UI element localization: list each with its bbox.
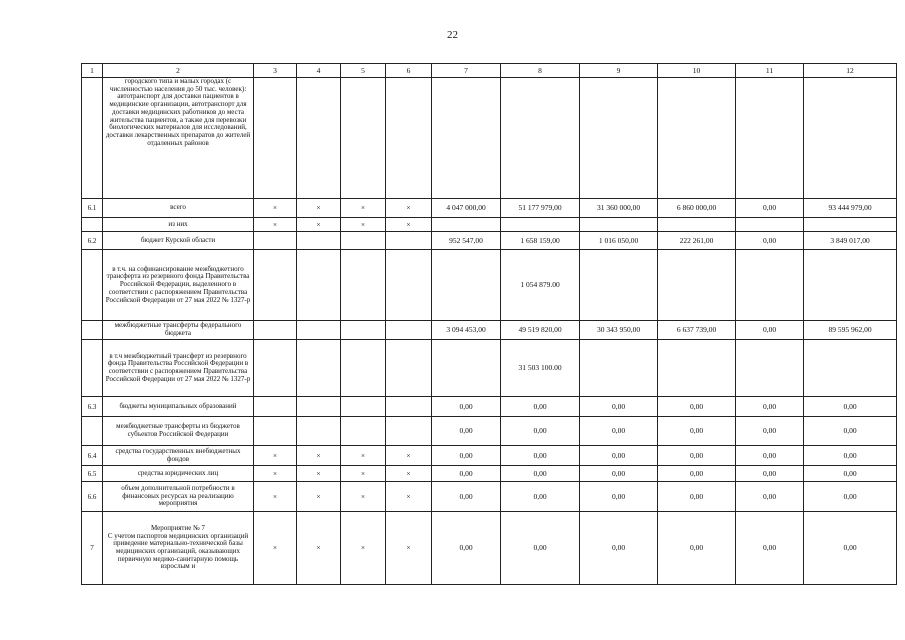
value-cell-c8: 1 054 879.00 <box>501 250 580 321</box>
value-cell-c10: 0,00 <box>658 397 736 417</box>
value-cell-c4: × <box>297 482 341 512</box>
value-cell-c5: × <box>341 446 386 466</box>
value-cell-c8: 51 177 979,00 <box>501 199 580 218</box>
value-cell-c8 <box>501 78 580 199</box>
row-name-cell: средства юридических лиц <box>103 466 254 482</box>
value-cell-c10: 0,00 <box>658 417 736 446</box>
value-cell-c4: × <box>297 199 341 218</box>
value-cell-c7: 0,00 <box>432 417 501 446</box>
table-row <box>82 218 897 232</box>
value-cell-c6: × <box>386 482 432 512</box>
table-row <box>82 250 897 321</box>
value-cell-c8: 0,00 <box>501 417 580 446</box>
value-cell-c6 <box>386 397 432 417</box>
value-cell-c9 <box>580 250 658 321</box>
value-cell-c9: 0,00 <box>580 482 658 512</box>
table-row <box>82 321 897 340</box>
column-header: 1 <box>82 64 103 78</box>
column-header: 5 <box>341 64 386 78</box>
row-number-cell: 6.4 <box>82 446 103 466</box>
value-cell-c11: 0,00 <box>736 482 804 512</box>
row-number-cell <box>82 340 103 397</box>
value-cell-c6 <box>386 232 432 250</box>
value-cell-c12: 89 595 962,00 <box>804 321 897 340</box>
row-number-cell: 6.2 <box>82 232 103 250</box>
value-cell-c12: 0,00 <box>804 512 897 585</box>
row-name-cell: всего <box>103 199 254 218</box>
row-number-cell: 6.6 <box>82 482 103 512</box>
value-cell-c5 <box>341 232 386 250</box>
value-cell-c6: × <box>386 218 432 232</box>
value-cell-c9 <box>580 340 658 397</box>
value-cell-c8: 49 519 820,00 <box>501 321 580 340</box>
value-cell-c7: 952 547,00 <box>432 232 501 250</box>
column-header: 2 <box>103 64 254 78</box>
value-cell-c8: 31 503 100.00 <box>501 340 580 397</box>
value-cell-c3 <box>254 417 297 446</box>
value-cell-c5: × <box>341 512 386 585</box>
value-cell-c4: × <box>297 218 341 232</box>
column-header: 4 <box>297 64 341 78</box>
value-cell-c3: × <box>254 218 297 232</box>
value-cell-c12: 0,00 <box>804 397 897 417</box>
value-cell-c11: 0,00 <box>736 397 804 417</box>
value-cell-c7: 0,00 <box>432 446 501 466</box>
row-name-cell: межбюджетные трансферты федерального бюджета <box>103 321 254 340</box>
table-row <box>82 78 897 199</box>
value-cell-c7 <box>432 340 501 397</box>
value-cell-c4 <box>297 397 341 417</box>
value-cell-c10: 0,00 <box>658 512 736 585</box>
value-cell-c3 <box>254 340 297 397</box>
value-cell-c6: × <box>386 466 432 482</box>
value-cell-c3 <box>254 78 297 199</box>
value-cell-c8: 1 658 159,00 <box>501 232 580 250</box>
value-cell-c10: 0,00 <box>658 466 736 482</box>
value-cell-c9: 0,00 <box>580 417 658 446</box>
value-cell-c11 <box>736 250 804 321</box>
value-cell-c7 <box>432 250 501 321</box>
value-cell-c12: 0,00 <box>804 482 897 512</box>
row-number-cell: 7 <box>82 512 103 585</box>
value-cell-c9 <box>580 78 658 199</box>
value-cell-c9: 31 360 000,00 <box>580 199 658 218</box>
table-header-row <box>82 64 897 78</box>
value-cell-c11: 0,00 <box>736 512 804 585</box>
column-header: 7 <box>432 64 501 78</box>
page-number: 22 <box>447 29 458 41</box>
value-cell-c7: 3 094 453,00 <box>432 321 501 340</box>
value-cell-c6 <box>386 78 432 199</box>
value-cell-c12 <box>804 78 897 199</box>
value-cell-c5 <box>341 340 386 397</box>
row-number-cell: 6.1 <box>82 199 103 218</box>
value-cell-c11: 0,00 <box>736 199 804 218</box>
value-cell-c7: 0,00 <box>432 466 501 482</box>
table-row <box>82 482 897 512</box>
value-cell-c3 <box>254 232 297 250</box>
value-cell-c6 <box>386 417 432 446</box>
value-cell-c3 <box>254 250 297 321</box>
value-cell-c7: 0,00 <box>432 397 501 417</box>
value-cell-c11: 0,00 <box>736 466 804 482</box>
value-cell-c4: × <box>297 512 341 585</box>
value-cell-c6 <box>386 250 432 321</box>
value-cell-c5: × <box>341 482 386 512</box>
value-cell-c11 <box>736 78 804 199</box>
value-cell-c4 <box>297 78 341 199</box>
value-cell-c10 <box>658 250 736 321</box>
value-cell-c11: 0,00 <box>736 417 804 446</box>
value-cell-c12: 93 444 979,00 <box>804 199 897 218</box>
row-name-cell: городского типа и малых городах (с численностью населения до 50 тыс. человек): автотранспорт для доставки пациентов в медицинские организации, автотранспорт для доставки медицинских работников до места жительства пациентов, а также для перевозки биологических материалов для исследований, доставки лекарственных препаратов до жителей отдаленных районов <box>103 78 254 199</box>
value-cell-c6 <box>386 340 432 397</box>
value-cell-c7: 0,00 <box>432 482 501 512</box>
value-cell-c8: 0,00 <box>501 397 580 417</box>
value-cell-c5 <box>341 321 386 340</box>
value-cell-c10 <box>658 218 736 232</box>
value-cell-c6: × <box>386 512 432 585</box>
value-cell-c6: × <box>386 446 432 466</box>
financing-table <box>81 63 897 585</box>
value-cell-c3: × <box>254 466 297 482</box>
row-name-cell: объем дополнительной потребности в финансовых ресурсах на реализацию мероприятия <box>103 482 254 512</box>
value-cell-c6 <box>386 321 432 340</box>
value-cell-c5 <box>341 78 386 199</box>
value-cell-c10: 0,00 <box>658 446 736 466</box>
column-header: 3 <box>254 64 297 78</box>
row-name-cell: Мероприятие № 7 С учетом паспортов медицинских организаций приведение материально-технической базы медицинских организаций, оказывающих первичную медико-санитарную помощь взрослым и <box>103 512 254 585</box>
row-name-cell: бюджеты муниципальных образований <box>103 397 254 417</box>
row-name-cell: в т.ч. на софинансирование межбюджетного трансферта из резервного фонда Правительства Российской Федерации, выделенного в соответствии с распоряжением Правительства Российской Федерации от 27 мая 2022 № 1327-р <box>103 250 254 321</box>
value-cell-c10 <box>658 78 736 199</box>
value-cell-c9: 30 343 950,00 <box>580 321 658 340</box>
value-cell-c9: 1 016 050,00 <box>580 232 658 250</box>
row-number-cell: 6.3 <box>82 397 103 417</box>
value-cell-c10: 6 860 000,00 <box>658 199 736 218</box>
row-name-cell: бюджет Курской области <box>103 232 254 250</box>
row-number-cell <box>82 250 103 321</box>
table-row <box>82 512 897 585</box>
value-cell-c3: × <box>254 446 297 466</box>
value-cell-c4 <box>297 250 341 321</box>
value-cell-c5: × <box>341 466 386 482</box>
value-cell-c7: 0,00 <box>432 512 501 585</box>
value-cell-c7: 4 047 000,00 <box>432 199 501 218</box>
row-name-cell: в т.ч межбюджетный трансферт из резервного фонда Правительства Российской Федерации в соответствии с распоряжением Правительства Российской Федерации от 27 мая 2022 № 1327-р <box>103 340 254 397</box>
value-cell-c5 <box>341 397 386 417</box>
value-cell-c12: 0,00 <box>804 446 897 466</box>
value-cell-c8: 0,00 <box>501 512 580 585</box>
table-row <box>82 417 897 446</box>
row-number-cell: 6.5 <box>82 466 103 482</box>
value-cell-c7 <box>432 78 501 199</box>
value-cell-c9: 0,00 <box>580 512 658 585</box>
value-cell-c12 <box>804 250 897 321</box>
value-cell-c4: × <box>297 446 341 466</box>
value-cell-c3 <box>254 397 297 417</box>
table-row <box>82 466 897 482</box>
value-cell-c3: × <box>254 199 297 218</box>
table-row <box>82 397 897 417</box>
value-cell-c10: 0,00 <box>658 482 736 512</box>
value-cell-c5 <box>341 417 386 446</box>
value-cell-c9 <box>580 218 658 232</box>
row-name-cell: из них <box>103 218 254 232</box>
value-cell-c8: 0,00 <box>501 446 580 466</box>
table-row <box>82 199 897 218</box>
value-cell-c6: × <box>386 199 432 218</box>
value-cell-c3 <box>254 321 297 340</box>
value-cell-c11: 0,00 <box>736 321 804 340</box>
value-cell-c5: × <box>341 218 386 232</box>
value-cell-c3: × <box>254 512 297 585</box>
value-cell-c4 <box>297 232 341 250</box>
value-cell-c12 <box>804 218 897 232</box>
value-cell-c11 <box>736 218 804 232</box>
value-cell-c5: × <box>341 199 386 218</box>
value-cell-c4 <box>297 417 341 446</box>
value-cell-c9: 0,00 <box>580 466 658 482</box>
value-cell-c8 <box>501 218 580 232</box>
column-header: 8 <box>501 64 580 78</box>
value-cell-c4: × <box>297 466 341 482</box>
value-cell-c11: 0,00 <box>736 446 804 466</box>
table-row <box>82 446 897 466</box>
row-name-cell: межбюджетные трансферты из бюджетов субъектов Российской Федерации <box>103 417 254 446</box>
column-header: 9 <box>580 64 658 78</box>
value-cell-c12: 3 849 017,00 <box>804 232 897 250</box>
row-number-cell <box>82 321 103 340</box>
value-cell-c8: 0,00 <box>501 466 580 482</box>
value-cell-c3: × <box>254 482 297 512</box>
value-cell-c4 <box>297 321 341 340</box>
value-cell-c9: 0,00 <box>580 397 658 417</box>
column-header: 6 <box>386 64 432 78</box>
value-cell-c12: 0,00 <box>804 417 897 446</box>
column-header: 10 <box>658 64 736 78</box>
row-number-cell <box>82 218 103 232</box>
value-cell-c4 <box>297 340 341 397</box>
table-row <box>82 232 897 250</box>
row-name-cell: средства государственных внебюджетных фондов <box>103 446 254 466</box>
value-cell-c7 <box>432 218 501 232</box>
column-header: 12 <box>804 64 897 78</box>
value-cell-c10: 6 637 739,00 <box>658 321 736 340</box>
value-cell-c8: 0,00 <box>501 482 580 512</box>
row-number-cell <box>82 78 103 199</box>
value-cell-c12: 0,00 <box>804 466 897 482</box>
value-cell-c11: 0,00 <box>736 232 804 250</box>
value-cell-c11 <box>736 340 804 397</box>
value-cell-c10: 222 261,00 <box>658 232 736 250</box>
value-cell-c10 <box>658 340 736 397</box>
value-cell-c12 <box>804 340 897 397</box>
row-number-cell <box>82 417 103 446</box>
table-row <box>82 340 897 397</box>
column-header: 11 <box>736 64 804 78</box>
value-cell-c5 <box>341 250 386 321</box>
value-cell-c9: 0,00 <box>580 446 658 466</box>
